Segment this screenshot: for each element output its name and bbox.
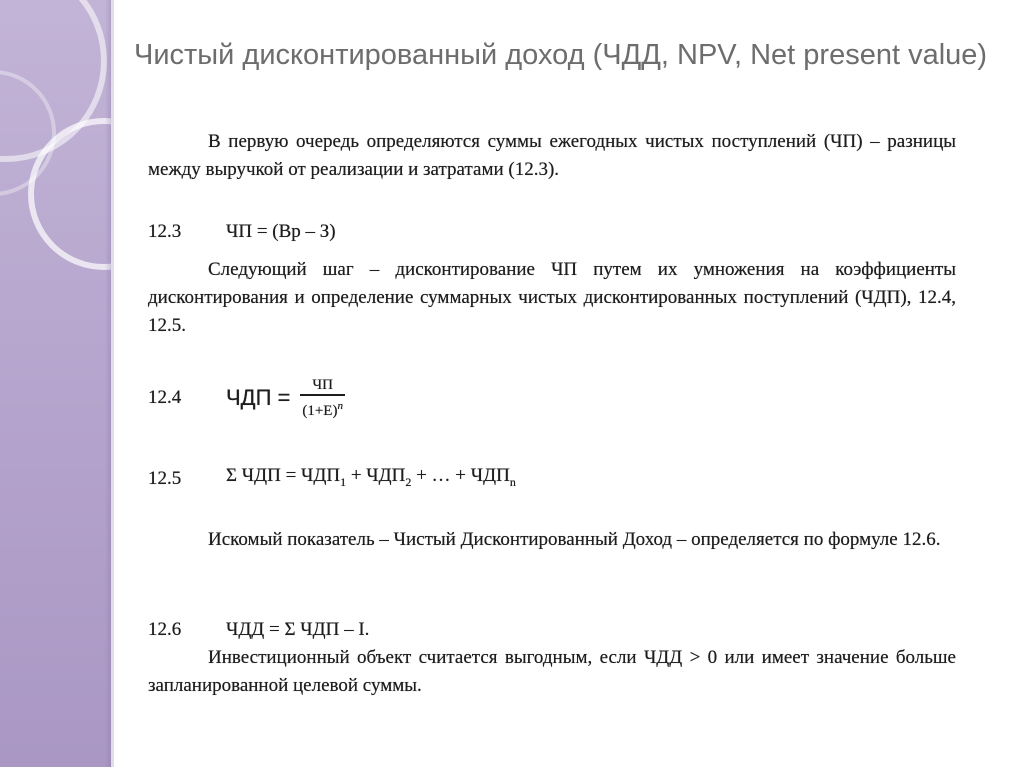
equation-formula: ЧП = (Вр – З) bbox=[226, 221, 336, 242]
formula-part: Σ ЧДП = ЧДП bbox=[226, 465, 341, 486]
equation-12-6 bbox=[148, 616, 369, 644]
subscript: 2 bbox=[405, 474, 412, 489]
formula-part: + ЧДП bbox=[346, 465, 406, 486]
formula-part: + … + ЧДП bbox=[411, 465, 510, 486]
paragraph-intro: В первую очередь определяются суммы ежегодных чистых поступлений (ЧП) – разницы между выручкой от реализации и затратами (12.3). bbox=[148, 131, 956, 180]
fraction-denominator bbox=[300, 396, 345, 421]
equation-formula: ЧДД = Σ ЧДП – I. bbox=[226, 619, 370, 640]
equation-formula bbox=[226, 462, 516, 496]
paragraph-npv-definition: Искомый показатель – Чистый Дисконтированный Доход – определяется по формуле 12.6. bbox=[208, 529, 941, 550]
subscript: 1 bbox=[340, 474, 347, 489]
slide-title: Чистый дисконтированный доход (ЧДД, NPV, Net present value) bbox=[134, 39, 988, 71]
fraction bbox=[300, 376, 345, 421]
equation-number: 12.4 bbox=[148, 387, 182, 409]
fraction-numerator: ЧП bbox=[312, 377, 333, 393]
sidebar-edge bbox=[111, 0, 114, 767]
decorative-sidebar bbox=[0, 0, 111, 767]
denominator-exponent: n bbox=[337, 399, 343, 412]
equation-12-4 bbox=[148, 376, 345, 421]
equation-lhs: ЧДП = bbox=[226, 385, 291, 411]
equation-12-3 bbox=[148, 218, 336, 246]
equation-number: 12.5 bbox=[148, 467, 182, 489]
paragraph-discounting: Следующий шаг – дисконтирование ЧП путем их умножения на коэффициенты дисконтирования и определение суммарных чистых дисконтированных поступлений (ЧДП), 12.4, 12.5. bbox=[148, 259, 956, 336]
equation-number: 12.3 bbox=[148, 221, 182, 242]
equation-12-5 bbox=[148, 462, 516, 496]
denominator-base: (1+Е) bbox=[302, 402, 338, 419]
paragraph-conclusion: Инвестиционный объект считается выгодным, если ЧДД > 0 или имеет значение больше запланированной целевой суммы. bbox=[148, 647, 956, 696]
equation-number: 12.6 bbox=[148, 619, 182, 640]
subscript: n bbox=[509, 474, 516, 489]
